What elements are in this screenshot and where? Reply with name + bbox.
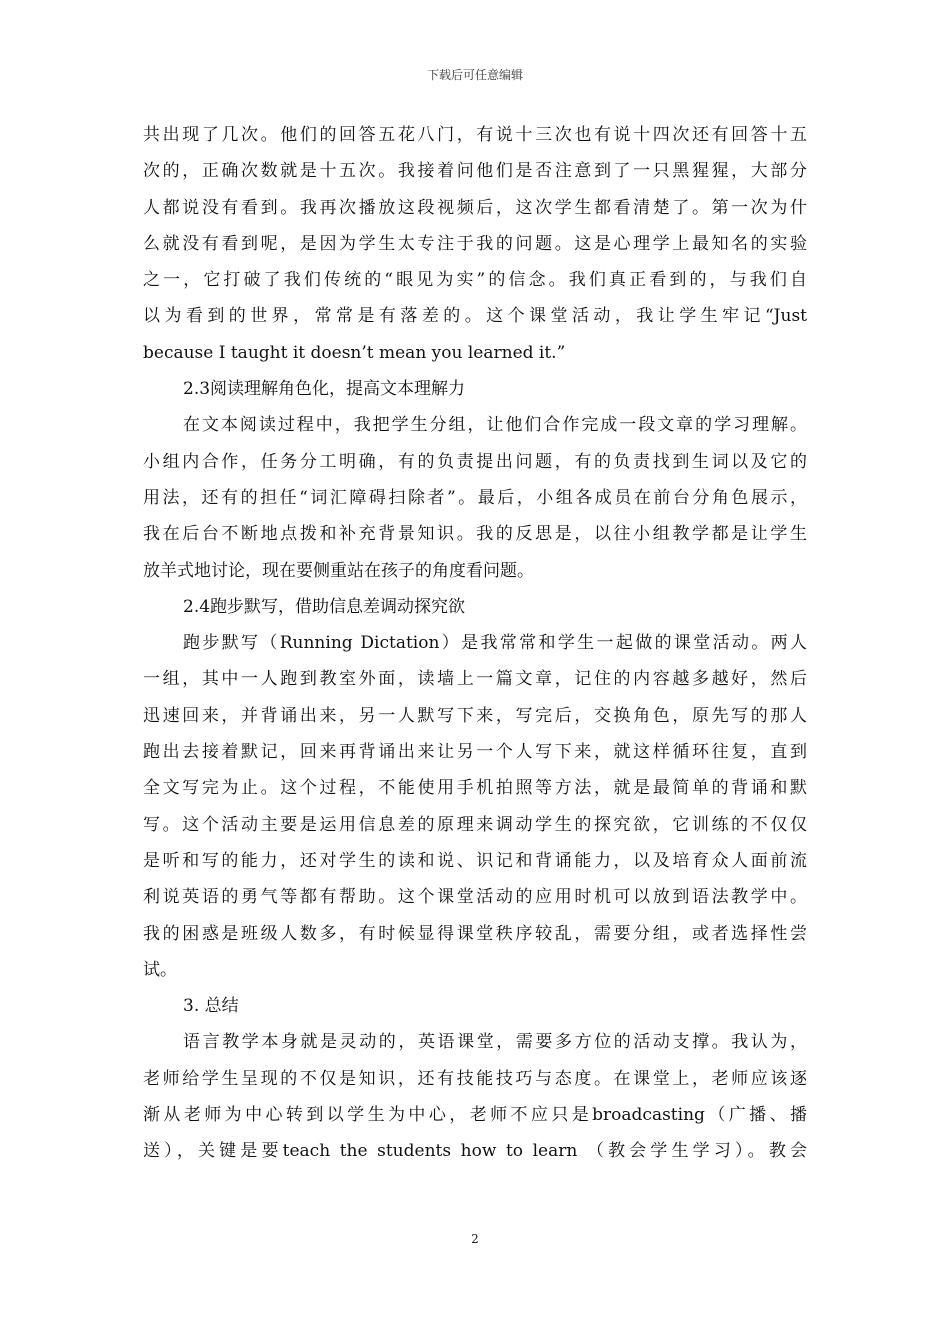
text-line: 么就没有看到呢，是因为学生太专注于我的问题。这是心理学上最知名的实验 [143, 233, 807, 254]
text-line: because I taught it doesn’t mean you learned it.” [143, 342, 566, 363]
text-line: 写。这个活动主要是运用信息差的原理来调动学生的探究欲，它训练的不仅仅 [143, 814, 807, 835]
text-line: 2.4跑步默写，借助信息差调动探究欲 [183, 596, 466, 617]
text-line: 小组内合作，任务分工明确，有的负责提出问题，有的负责找到生词以及它的 [143, 451, 807, 472]
text-line: 老师给学生呈现的不仅是知识，还有技能技巧与态度。在课堂上，老师应该逐 [143, 1068, 807, 1089]
text-line: 共出现了几次。他们的回答五花八门，有说十三次也有说十四次还有回答十五 [143, 125, 807, 145]
text-line: 在文本阅读过程中，我把学生分组，让他们合作完成一段文章的学习理解。 [183, 415, 807, 436]
text-line: 一组，其中一人跑到教室外面，读墙上一篇文章，记住的内容越多越好，然后 [143, 669, 807, 690]
page-number: 2 [471, 1232, 479, 1246]
document-body [143, 117, 807, 1170]
text-line: 用法，还有的担任“词汇障碍扫除者”。最后，小组各成员在前台分角色展示， [143, 487, 807, 508]
text-line: 迅速回来，并背诵出来，另一人默写下来，写完后，交换角色，原先写的那人 [143, 705, 807, 726]
page-header: 下载后可任意编辑 [426, 68, 523, 82]
text-line: 全文写完为止。这个过程，不能使用手机拍照等方法，就是最简单的背诵和默 [143, 778, 807, 799]
text-line: 利说英语的勇气等都有帮助。这个课堂活动的应用时机可以放到语法教学中。 [143, 887, 807, 908]
text-line: 人都说没有看到。我再次播放这段视频后，这次学生都看清楚了。第一次为什 [143, 197, 807, 218]
text-line: 试。 [143, 959, 177, 980]
text-line: 我的困惑是班级人数多，有时候显得课堂秩序较乱，需要分组，或者选择性尝 [143, 923, 807, 944]
text-line: 放羊式地讨论，现在要侧重站在孩子的角度看问题。 [143, 560, 534, 581]
text-line: 送），关键是要teach the students how to learn （教会学生学习）。教会 [143, 1141, 807, 1162]
text-line: 语言教学本身就是灵动的，英语课堂，需要多方位的活动支撑。我认为， [183, 1032, 807, 1053]
text-line: 渐从老师为中心转到以学生为中心，老师不应只是broadcasting（广播、播 [143, 1105, 807, 1126]
text-line: 是听和写的能力，还对学生的读和说、识记和背诵能力，以及培育众人面前流 [143, 850, 807, 871]
text-line: 2.3阅读理解角色化，提高文本理解力 [183, 379, 466, 400]
text-line: 我在后台不断地点拨和补充背景知识。我的反思是，以往小组教学都是让学生 [143, 524, 807, 545]
text-line: 以为看到的世界，常常是有落差的。这个课堂活动，我让学生牢记“Just [143, 306, 807, 327]
text-line: 3. 总结 [183, 996, 239, 1017]
text-line: 跑出去接着默记，回来再背诵出来让另一个人写下来，就这样循环往复，直到 [143, 742, 807, 763]
text-line: 跑步默写（Running Dictation）是我常常和学生一起做的课堂活动。两人 [183, 633, 807, 654]
text-line: 之一，它打破了我们传统的“眼见为实”的信念。我们真正看到的，与我们自 [143, 270, 807, 291]
text-line: 次的，正确次数就是十五次。我接着问他们是否注意到了一只黑猩猩，大部分 [143, 161, 807, 182]
